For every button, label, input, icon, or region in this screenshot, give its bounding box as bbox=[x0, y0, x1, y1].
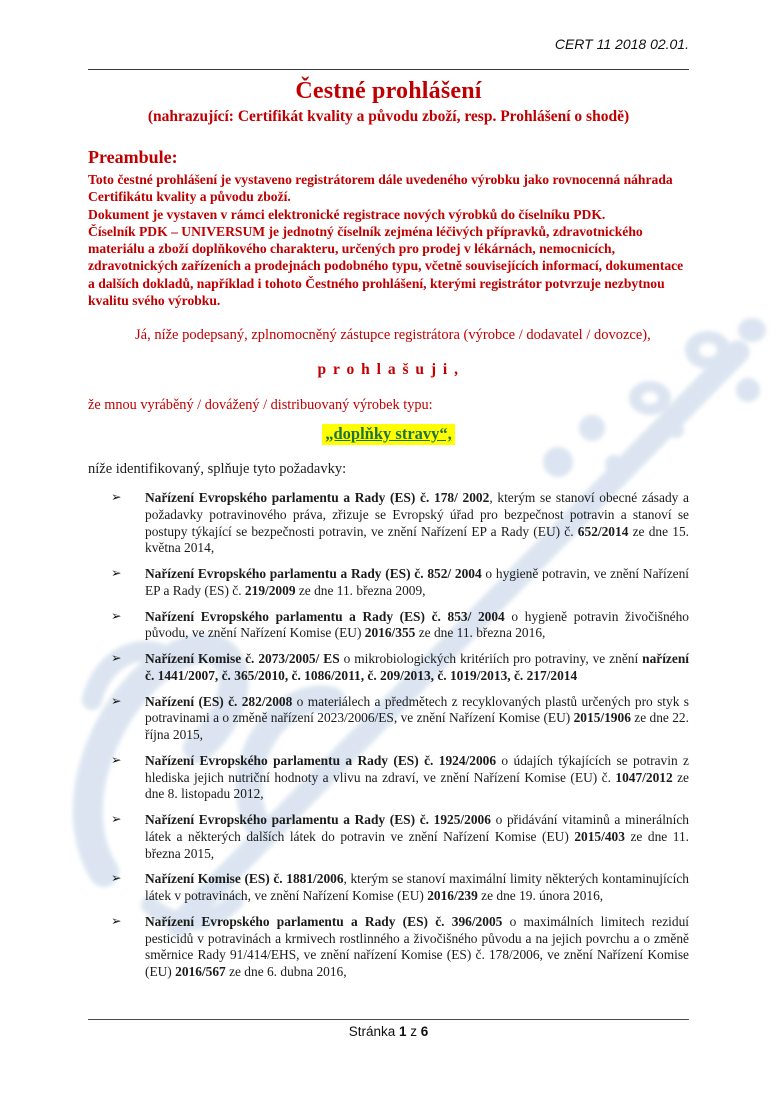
regulation-item bbox=[88, 609, 689, 643]
regulation-item bbox=[88, 812, 689, 862]
bullet-arrow-icon: ➢ bbox=[111, 752, 122, 767]
preambule-heading: Preambule: bbox=[88, 147, 178, 167]
bullet-arrow-icon: ➢ bbox=[111, 651, 122, 665]
preambule-paragraph: Číselník PDK – UNIVERSUM je jednotný číselník zejména léčivých přípravků, zdravotnického materiálu a zboží doplňkového charakteru, určených pro prodej v lékárnách, nemocnicích, zdravotnických zařízeních a prodejnách podobného typu, včetně souvisejících informací, dokumentace a dalších dokladů, například i tohoto Čestného prohlášení, kterými registrátor potvrzuje nezbytnou kvalitu svého výrobku. bbox=[88, 223, 684, 308]
declaration-intro: Já, níže podepsaný, zplnomocněný zástupce registrátora (výrobce / dodavatel / dovozce), bbox=[135, 327, 651, 343]
bullet-arrow-icon: ➢ bbox=[111, 566, 122, 580]
regulation-text: Nařízení (ES) č. 282/2008 o materiálech a předmětech z recyklovaných plastů určených pro styk s potravinami a o změně nařízení 2023/2006/ES, ve znění Nařízení Komise (EU) 2015/1906 ze dne 22. října 2015, bbox=[145, 693, 689, 742]
regulation-text: Nařízení Evropského parlamentu a Rady (ES) č. 1925/2006 o přidávání vitaminů a minerálních látek a některých dalších látek do potravin ve znění Nařízení Komise (EU) 2015/403 ze dne 11. března 2015, bbox=[145, 812, 689, 861]
regulations-list bbox=[88, 490, 689, 981]
regulation-text: Nařízení Komise (ES) č. 1881/2006, kterým se stanoví maximální limity některých kontaminujících látek v potravinách, ve znění Nařízení Komise (EU) 2016/239 ze dne 19. února 2016, bbox=[145, 871, 689, 903]
product-type-row bbox=[88, 424, 689, 445]
regulation-item bbox=[88, 914, 689, 981]
footer-divider bbox=[88, 1019, 689, 1020]
bullet-arrow-icon: ➢ bbox=[111, 913, 122, 928]
regulation-item bbox=[88, 694, 689, 744]
regulation-text: Nařízení Evropského parlamentu a Rady (ES) č. 1924/2006 o údajích týkajících se potravin z hlediska jejich nutriční hodnoty a vlivu na zdraví, ve znění Nařízení Komise (EU) č. 1047/2012 ze dne 8. listopadu 2012, bbox=[145, 752, 689, 802]
regulation-text: Nařízení Evropského parlamentu a Rady (ES) č. 178/ 2002, kterým se stanoví obecné zásady a požadavky potravinového práva, zřizuje se Evropský úřad pro bezpečnost potravin a stanoví se postupy týkající se bezpečnosti potravin, ve znění Nařízení EP a Rady (EU) č. 652/2014 ze dne 15. května 2014, bbox=[145, 490, 689, 556]
document-reference: CERT 11 2018 02.01. bbox=[554, 36, 689, 52]
preambule-paragraphs bbox=[88, 171, 689, 309]
regulation-item bbox=[88, 871, 689, 905]
page-subtitle: (nahrazující: Certifikát kvality a původu zboží, resp. Prohlášení o shodě) bbox=[147, 108, 630, 125]
preambule-paragraph: Toto čestné prohlášení je vystaveno registrátorem dále uvedeného výrobku jako rovnocenná náhrada Certifikátu kvality a původu zboží. bbox=[88, 172, 673, 205]
regulation-item bbox=[88, 490, 689, 557]
bullet-arrow-icon: ➢ bbox=[111, 871, 122, 886]
regulation-text: Nařízení Evropského parlamentu a Rady (ES) č. 396/2005 o maximálních limitech reziduí pesticidů v potravinách a krmivech rostlinného a živočišného původu a na jejich povrchu a o změně směrnice Rady 91/414/EHS, ve znění nařízení Komise (ES) č. 178/2006, ve znění Nařízení Komise (EU) 2016/567 ze dne 6. dubna 2016, bbox=[145, 913, 689, 979]
declaration-verb: p r o h l a š u j i , bbox=[317, 361, 460, 378]
regulation-text: Nařízení Komise č. 2073/2005/ ES o mikrobiologických kritériích pro potraviny, ve znění nařízení č. 1441/2007, č. 365/2010, č. 1086/2011, č. 209/2013, č. 1019/2013, č. 217/2014 bbox=[145, 651, 689, 683]
preambule-paragraph: Dokument je vystaven v rámci elektronické registrace nových výrobků do číselníku PDK. bbox=[88, 206, 606, 222]
bullet-arrow-icon: ➢ bbox=[111, 812, 122, 826]
regulation-item bbox=[88, 566, 689, 600]
page-number: Stránka 1 z 6 bbox=[348, 1024, 429, 1039]
page-footer bbox=[88, 1019, 689, 1039]
product-type-lead: že mnou vyráběný / dovážený / distribuovaný výrobek typu: bbox=[88, 397, 433, 413]
regulation-text: Nařízení Evropského parlamentu a Rady (ES) č. 852/ 2004 o hygieně potravin, ve znění Nařízení EP a Rady (ES) č. 219/2009 ze dne 11. března 2009, bbox=[145, 566, 689, 598]
bullet-arrow-icon: ➢ bbox=[111, 693, 122, 708]
regulation-item bbox=[88, 651, 689, 685]
regulation-text: Nařízení Evropského parlamentu a Rady (ES) č. 853/ 2004 o hygieně potravin živočišného původu, ve znění Nařízení Komise (EU) 2016/355 ze dne 11. března 2016, bbox=[145, 608, 689, 641]
regulation-item bbox=[88, 753, 689, 803]
bullet-arrow-icon: ➢ bbox=[111, 608, 122, 623]
header-divider bbox=[88, 69, 689, 70]
requirements-intro: níže identifikovaný, splňuje tyto požadavky: bbox=[88, 461, 347, 477]
product-type-highlight: „doplňky stravy“, bbox=[322, 424, 455, 445]
bullet-arrow-icon: ➢ bbox=[111, 490, 122, 504]
page-title: Čestné prohlášení bbox=[295, 78, 482, 104]
